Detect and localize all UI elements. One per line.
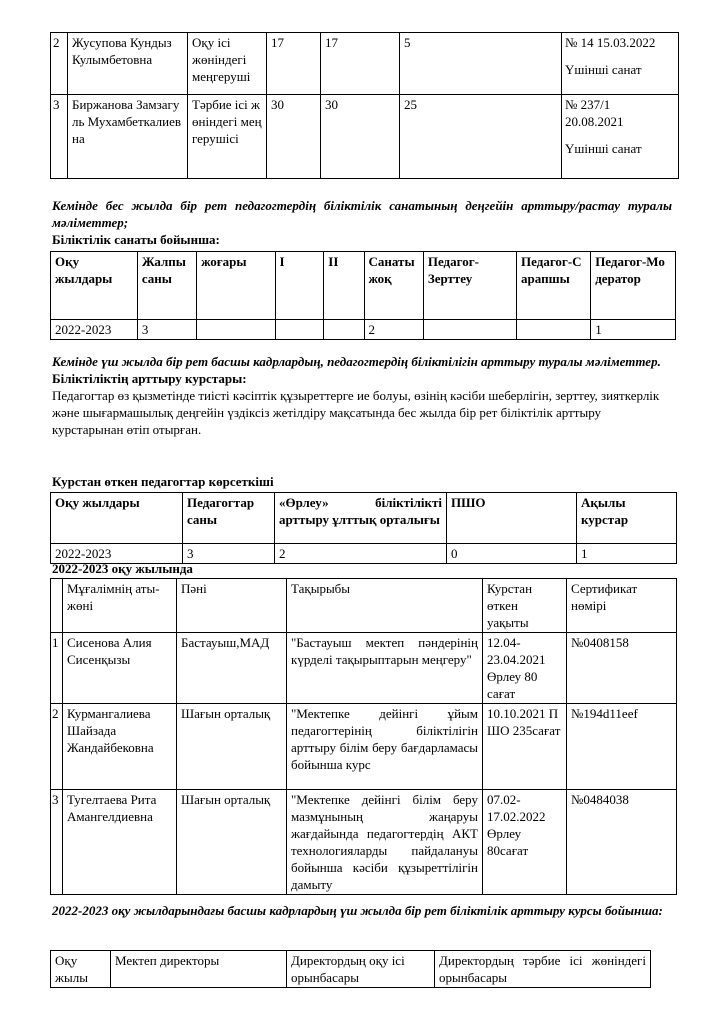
table-row	[51, 790, 677, 895]
category-label: Үшінші санат	[565, 141, 642, 156]
table-cell: 2022-2023	[51, 544, 183, 564]
certificate-number: №0484038	[567, 790, 677, 895]
qualification-table	[50, 251, 676, 340]
section1-subheading: Біліктілік санаты бойынша:	[52, 231, 220, 247]
table-header-row	[51, 951, 651, 988]
staff-name: Биржанова Замзагуль Мухамбеткалиевна	[68, 95, 188, 179]
row-number: 3	[51, 790, 63, 895]
row-number: 1	[51, 633, 63, 704]
category-label: Үшінші санат	[565, 62, 642, 77]
table-header-row	[51, 579, 677, 633]
section2-subheading: Біліктіліктің арттыру курстары:	[52, 370, 247, 386]
header-course-time: Курстан өткен уақыты	[483, 579, 567, 633]
header-researcher: Педагог-Зерттеу	[423, 252, 516, 320]
table-cell: 1	[591, 320, 676, 340]
table-row	[51, 95, 679, 179]
table-cell: 3	[183, 544, 275, 564]
header-number	[51, 579, 63, 633]
section1-heading-block	[52, 198, 672, 249]
table-header-row	[51, 252, 676, 320]
course-time: 12.04-23.04.2021 Өрлеу 80 сағат	[483, 633, 567, 704]
table-row	[51, 633, 677, 704]
certificate-number: №0408158	[567, 633, 677, 704]
section2-heading: Кемінде үш жылда бір рет басшы кадрлардың, педагогтердің біліктілігін арттыру туралы мәліметтер.	[52, 354, 661, 369]
course-topic: "Мектепке дейінгі білім беру мазмұнының жаңаруы жағдайында педагогтердің АКТ технологияларды пайдалануы бойынша кәсіби құзыреттілігін дамыту	[287, 790, 483, 895]
course-time: 07.02-17.02.2022 Өрлеу 80сағат	[483, 790, 567, 895]
row-number: 2	[51, 33, 68, 95]
table-cell: 17	[267, 33, 321, 95]
table-cell: 5	[400, 33, 562, 95]
header-topic: Тақырыбы	[287, 579, 483, 633]
table-row	[51, 33, 679, 95]
header-expert: Педагог-Сарапшы	[517, 252, 591, 320]
header-orleu: «Өрлеу» біліктілікті арттыру ұлттық орталығы	[275, 493, 447, 544]
header-total: Жалпы саны	[137, 252, 196, 320]
header-second: II	[324, 252, 364, 320]
course-stats-table	[50, 492, 677, 564]
teacher-name: Тугелтаева Рита Амангелдиевна	[63, 790, 177, 895]
leaders-table	[50, 950, 651, 988]
header-deputy-academic: Директордың оқу ісі орынбасары	[287, 951, 435, 988]
section1-heading: Кемінде бес жылда бір рет педагогтердің біліктілік санатының деңгейін арттыру/растау туралы мәліметтер;	[52, 198, 672, 230]
header-director: Мектеп директоры	[111, 951, 287, 988]
header-years: Оқу жылдары	[51, 252, 138, 320]
table-cell: 2022-2023	[51, 320, 138, 340]
section2-block	[52, 354, 672, 438]
table-cell: 30	[321, 95, 400, 179]
table-row	[51, 320, 676, 340]
header-higher: жоғары	[197, 252, 275, 320]
header-first: I	[275, 252, 324, 320]
table-cell: 25	[400, 95, 562, 179]
section4-heading: 2022-2023 оқу жылында	[52, 561, 193, 576]
table-cell	[197, 320, 275, 340]
row-number: 2	[51, 704, 63, 790]
table-cell: 0	[447, 544, 577, 564]
table-header-row	[51, 493, 677, 544]
subject: Бастауыш,МАД	[177, 633, 287, 704]
table-cell	[423, 320, 516, 340]
header-teacher-name: Мұғалімнің аты-жөні	[63, 579, 177, 633]
certificate-cell	[562, 33, 679, 95]
certificate-cell	[562, 95, 679, 179]
teacher-name: Сисенова Алия Сисенқызы	[63, 633, 177, 704]
table-cell: 1	[577, 544, 677, 564]
header-no-category: Санаты жоқ	[364, 252, 423, 320]
certificate-number: № 14 15.03.2022	[565, 35, 656, 50]
section5-heading: 2022-2023 оқу жылдарындағы басшы кадрлардың үш жылда бір рет біліктілік арттыру курсы бойынша:	[52, 903, 663, 918]
courses-table	[50, 578, 677, 895]
staff-position: Оқу ісі жөніндегі меңгеруші	[188, 33, 267, 95]
staff-position: Тәрбие ісі жөніндегі меңгерушісі	[188, 95, 267, 179]
table-cell	[517, 320, 591, 340]
course-time: 10.10.2021 ПШО 235сағат	[483, 704, 567, 790]
certificate-number: № 237/1 20.08.2021	[565, 97, 624, 129]
table-cell: 3	[137, 320, 196, 340]
header-psho: ПШО	[447, 493, 577, 544]
subject: Шағын орталық	[177, 790, 287, 895]
section2-paragraph: Педагогтар өз қызметінде тиісті кәсіптік құзыреттерге ие болуы, өзінің кәсіби шеберлігін, зерттеу, зияткерлік және шығармашылық деңгейін үздіксіз жетілдіру мақсатында бес жылда бір рет біліктілік арттыру курстарынан өтіп отырған.	[52, 387, 660, 437]
section5-heading-block	[52, 903, 672, 920]
table-cell	[324, 320, 364, 340]
header-deputy-upbringing: Директордың тәрбие ісі жөніндегі орынбасары	[435, 951, 651, 988]
course-topic: "Бастауыш мектеп пәндерінің күрделі тақырыптарын меңгеру"	[287, 633, 483, 704]
course-topic: "Мектепке дейінгі ұйым педагогтерінің біліктілігін арттыру білім беру бағдарламасы бойынша курс	[287, 704, 483, 790]
subject: Шағын орталық	[177, 704, 287, 790]
section3-heading: Курстан өткен педагогтар көрсеткіші	[52, 474, 274, 489]
table-row	[51, 704, 677, 790]
header-paid-courses: Ақылы курстар	[577, 493, 677, 544]
header-years: Оқу жылдары	[51, 493, 183, 544]
section3-heading-block	[52, 474, 672, 491]
header-subject: Пәні	[177, 579, 287, 633]
header-teacher-count: Педагогтар саны	[183, 493, 275, 544]
header-moderator: Педагог-Модератор	[591, 252, 676, 320]
table-cell: 2	[364, 320, 423, 340]
staff-name: Жусупова Кундыз Кулымбетовна	[68, 33, 188, 95]
teacher-name: Курмангалиева Шайзада Жандайбековна	[63, 704, 177, 790]
row-number: 3	[51, 95, 68, 179]
table-cell: 2	[275, 544, 447, 564]
header-certificate: Сертификат нөмірі	[567, 579, 677, 633]
staff-table	[50, 32, 679, 179]
section4-heading-block	[52, 561, 672, 578]
certificate-number: №194d11eef	[567, 704, 677, 790]
table-cell: 17	[321, 33, 400, 95]
table-cell: 30	[267, 95, 321, 179]
header-year: Оқу жылы	[51, 951, 111, 988]
table-cell	[275, 320, 324, 340]
